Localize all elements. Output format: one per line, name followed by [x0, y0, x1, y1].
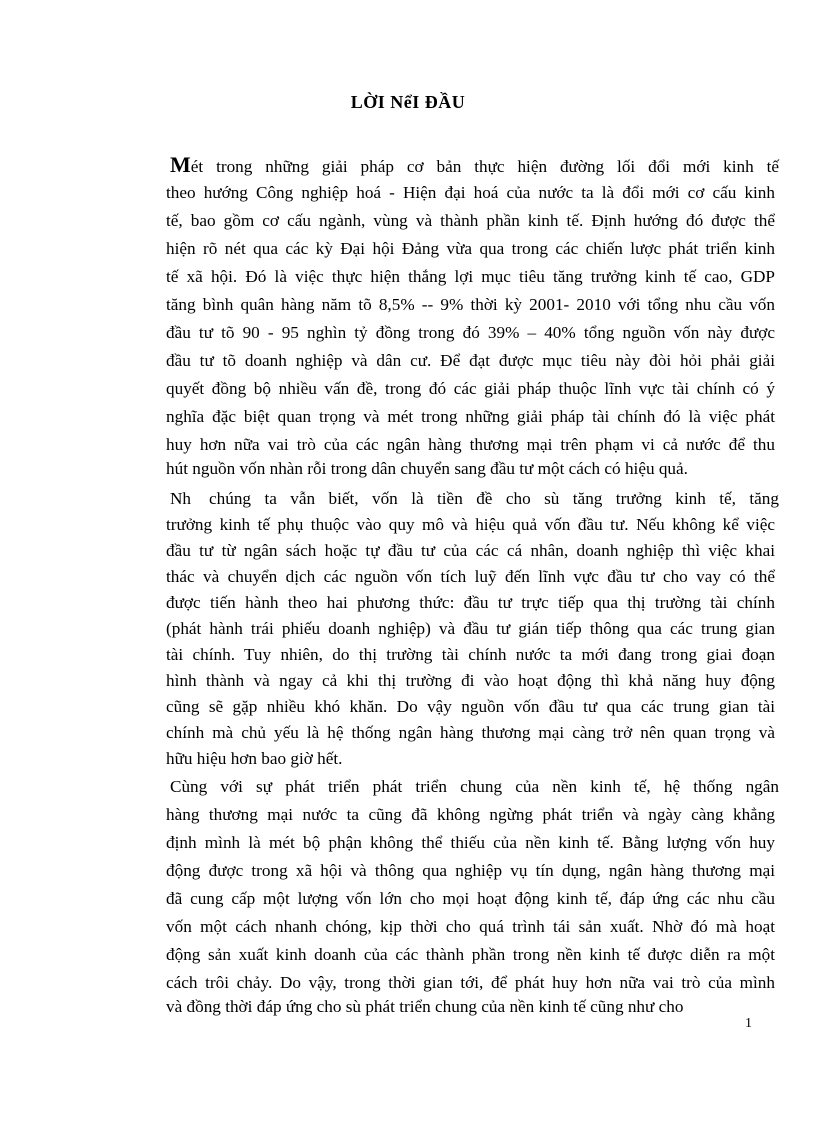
paragraph-2-line-2: trưởng kinh tế phụ thuộc vào quy mô và hiệu quả vốn đầu tư. Nếu không kể việc [166, 515, 775, 534]
paragraph-2-line-9: cũng sẽ gặp nhiều khó khăn. Do vậy nguồn vốn đầu tư qua các trung gian tài [166, 697, 775, 716]
paragraph-2-line-6: (phát hành trái phiếu doanh nghiệp) và đầu tư gián tiếp thông qua các trung gian [166, 619, 775, 638]
paragraph-1-line-1 [170, 152, 779, 178]
paragraph-1-line-7: đầu tư tõ 90 - 95 nghìn tỷ đồng trong đó 39% – 40% tổng nguồn vốn này được [166, 323, 775, 342]
paragraph-3-line-5: đã cung cấp một lượng vốn lớn cho mọi hoạt động kinh tế, đáp ứng các nhu cầu [166, 889, 775, 908]
paragraph-3-line-3: định mình là mét bộ phận không thể thiếu của nền kinh tế. Bằng lượng vốn huy [166, 833, 775, 852]
paragraph-1-line-5: tế xã hội. Đó là việc thực hiện thắng lợi mục tiêu tăng trưởng kinh tế cao, GDP [166, 267, 775, 286]
paragraph-1-text: ét trong những giải pháp cơ bản thực hiện đường lối đổi mới kinh tế [190, 157, 779, 176]
paragraph-2-line-4: thác và chuyển dịch các nguồn vốn tích luỹ đến lĩnh vực đầu tư cho vay có thể [166, 567, 775, 586]
paragraph-3-line-2: hàng thương mại nước ta cũng đã không ngừng phát triển và ngày càng khẳng [166, 805, 775, 824]
paragraph-1-line-6: tăng bình quân hàng năm tõ 8,5% -- 9% thời kỳ 2001- 2010 với tổng nhu cầu vốn [166, 295, 775, 314]
dropcap-letter: M [170, 152, 191, 177]
paragraph-1-line-9: quyết đồng bộ nhiều vấn đề, trong đó các giải pháp thuộc lĩnh vực tài chính có ý [166, 379, 775, 398]
paragraph-2-line-1 [170, 486, 779, 512]
paragraph-3-line-1: Cùng với sự phát triển phát triển chung của nền kinh tế, hệ thống ngân [170, 777, 779, 796]
paragraph-3-line-4: động được trong xã hội và thông qua nghiệp vụ tín dụng, ngân hàng thương mại [166, 861, 775, 880]
paragraph-1-line-4: hiện rõ nét qua các kỳ Đại hội Đảng vừa qua trong các chiến lược phát triển kinh [166, 239, 775, 258]
page-number: 1 [745, 1016, 752, 1031]
paragraph-1-line-12: hút nguồn vốn nhàn rỗi trong dân chuyển sang đầu tư một cách có hiệu quả. [166, 459, 688, 478]
paragraph-3-line-7: động sản xuất kinh doanh của các thành phần trong nền kinh tế được diễn ra một [166, 945, 775, 964]
paragraph-3-line-6: vốn một cách nhanh chóng, kịp thời cho quá trình tái sản xuất. Nhờ đó mà hoạt [166, 917, 775, 936]
paragraph-2-line-10: chính mà chủ yếu là hệ thống ngân hàng thương mại càng trở nên quan trọng và [166, 723, 775, 742]
paragraph-2-line-5: được tiến hành theo hai phương thức: đầu tư trực tiếp qua thị trường tài chính [166, 593, 775, 612]
paragraph-3-line-8: cách trôi chảy. Do vậy, trong thời gian tới, để phát huy hơn nữa vai trò của mình [166, 973, 775, 992]
paragraph-1-line-10: nghĩa đặc biệt quan trọng và mét trong những giải pháp tài chính đó là việc phát [166, 407, 775, 426]
paragraph-1-line-3: tế, bao gồm cơ cấu ngành, vùng và thành phần kinh tế. Định hướng đó được thể [166, 211, 775, 230]
paragraph-2-line-8: hình thành và ngay cả khi thị trường đi vào hoạt động thì khả năng huy động [166, 671, 775, 690]
paragraph-1-line-8: đầu tư tõ doanh nghiệp và dân cư. Để đạt được mục tiêu này đòi hỏi phải giải [166, 351, 775, 370]
paragraph-1-line-11: huy hơn nữa vai trò của các ngân hàng thương mại trên phạm vi cả nước để thu [166, 435, 775, 454]
page-title: LỜI NểI ĐẦU [350, 92, 466, 112]
paragraph-1-line-2: theo hướng Công nghiệp hoá - Hiện đại hoá của nước ta là đổi mới cơ cấu kinh [166, 183, 775, 202]
paragraph-2-line-11: hữu hiệu hơn bao giờ hết. [166, 749, 343, 768]
paragraph-3-line-9: và đồng thời đáp ứng cho sù phát triển chung của nền kinh tế cũng như cho [166, 997, 684, 1016]
paragraph-2-line-7: tài chính. Tuy nhiên, do thị trường tài chính nước ta mới đang trong giai đoạn [166, 645, 775, 664]
paragraph-2-line-3: đầu tư từ ngân sách hoặc tự đầu tư của các cá nhân, doanh nghiệp thì việc khai [166, 541, 775, 560]
paragraph-2-lead: Nh [170, 489, 192, 508]
paragraph-2-text: chúng ta vẫn biết, vốn là tiền đề cho sù tăng trưởng kinh tế, tăng [209, 489, 779, 508]
